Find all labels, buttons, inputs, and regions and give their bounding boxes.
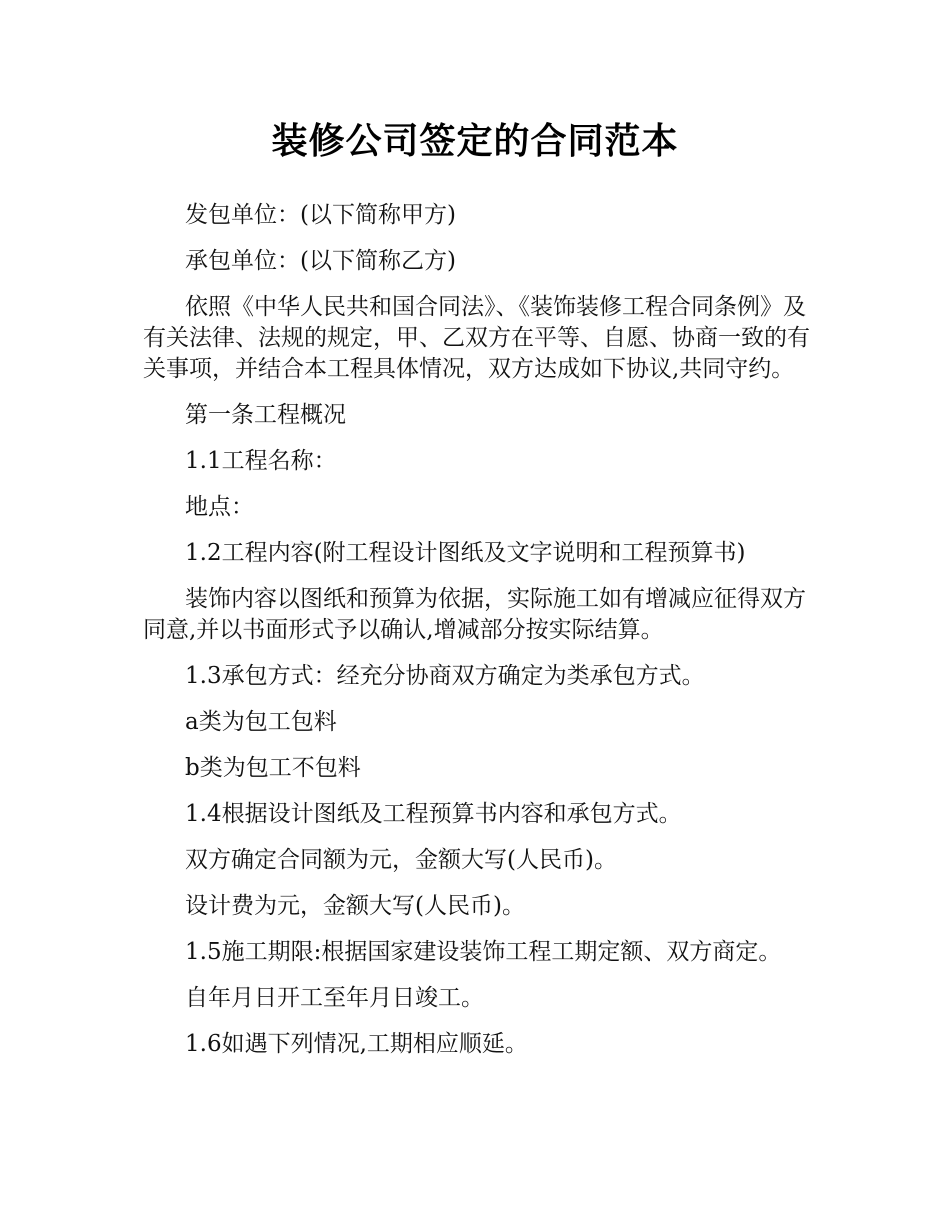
section-heading-project-overview: 第一条工程概况 <box>185 402 346 428</box>
paragraph-decoration-content: 装饰内容以图纸和预算为依据，实际施工如有增减应征得双方同意,并以书面形式予以确认,增减部分按实际结算。 <box>143 586 806 643</box>
document-title: 装修公司签定的合同范本 <box>271 121 679 162</box>
paragraph-design-fee: 设计费为元，金额大写(人民币)。 <box>185 893 525 919</box>
paragraph-contract-amount: 双方确定合同额为元，金额大写(人民币)。 <box>185 847 617 873</box>
paragraph-location: 地点： <box>185 494 254 520</box>
clause-1-3-contract-method: 1.3承包方式：经充分协商双方确定为类承包方式。 <box>185 663 705 689</box>
paragraph-employer: 发包单位：(以下简称甲方) <box>185 202 456 228</box>
clause-1-1-project-name: 1.1工程名称： <box>185 448 337 474</box>
clause-1-6-extension: 1.6如遇下列情况,工期相应顺延。 <box>185 1031 528 1057</box>
paragraph-legal-basis: 依照《中华人民共和国合同法》、《装饰装修工程合同条例》及有关法律、法规的规定，甲、乙双方在平等、自愿、协商一致的有关事项，并结合本工程具体情况，双方达成如下协议,共同守约。 <box>143 294 810 382</box>
paragraph-start-end-dates: 自年月日开工至年月日竣工。 <box>185 985 484 1011</box>
clause-1-5-construction-period: 1.5施工期限:根据国家建设装饰工程工期定额、双方商定。 <box>185 939 782 965</box>
paragraph-type-a: a类为包工包料 <box>185 709 337 735</box>
paragraph-contractor: 承包单位：(以下简称乙方) <box>185 248 456 274</box>
document-body <box>143 200 828 1075</box>
clause-1-4-basis: 1.4根据设计图纸及工程预算书内容和承包方式。 <box>185 801 682 827</box>
paragraph-type-b: b类为包工不包料 <box>185 755 361 781</box>
clause-1-2-project-content: 1.2工程内容(附工程设计图纸及文字说明和工程预算书) <box>185 540 746 566</box>
